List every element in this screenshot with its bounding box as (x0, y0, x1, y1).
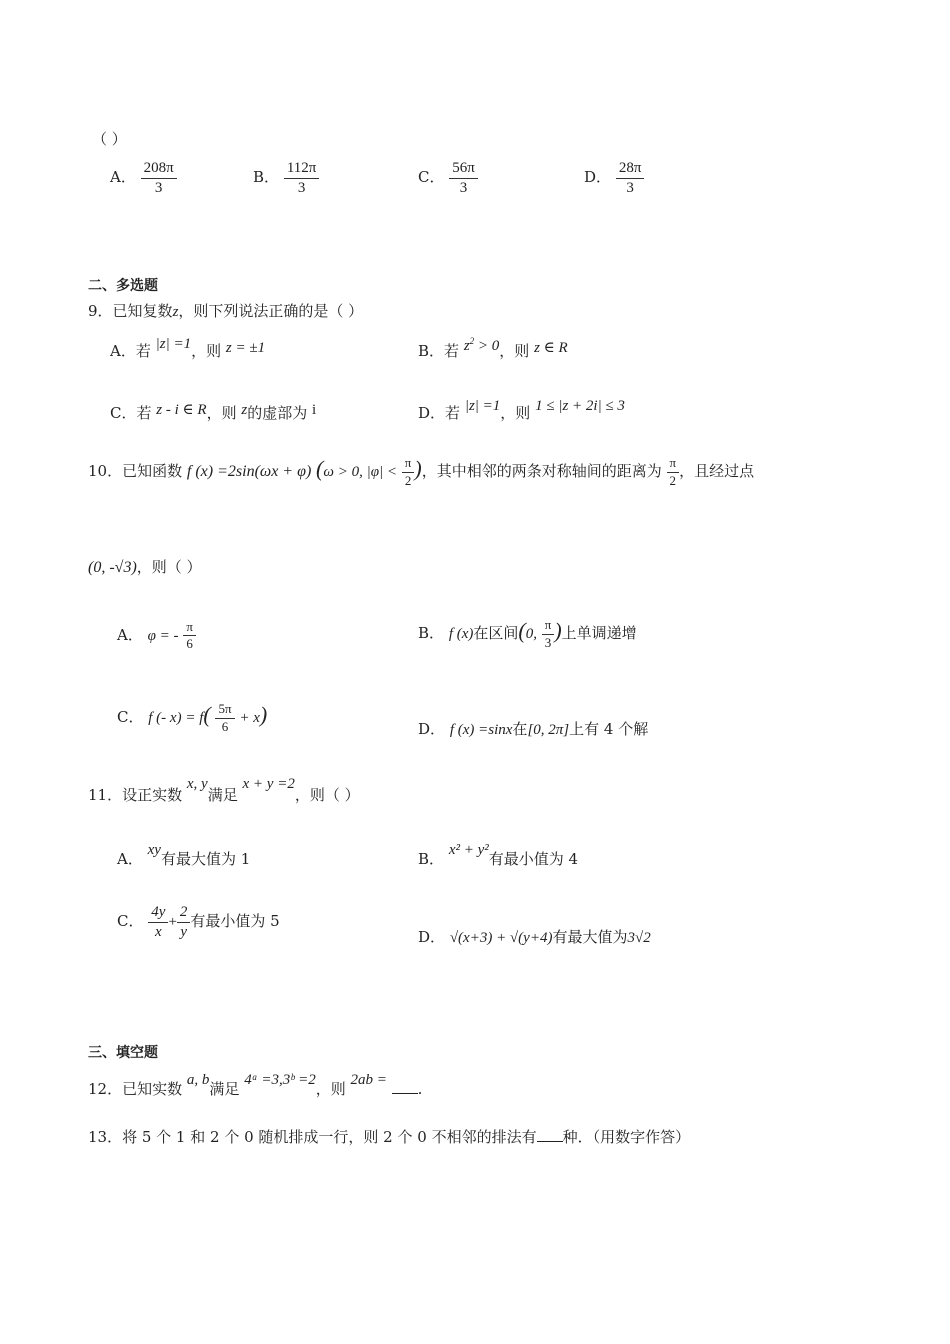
q9-option-a: A．若 |z| =1，则 z = ±1 (110, 336, 266, 360)
option-label: D． (584, 168, 612, 186)
answer-blank[interactable] (392, 1079, 418, 1094)
q11-stem: 11．设正实数 x, y满足 x + y =2，则（ ） (88, 776, 360, 804)
fraction: $\frac{5\pi}{6}$ (215, 702, 234, 734)
fraction: $\frac{\pi}{6}$ (183, 620, 196, 652)
q9-option-d: D．若 |z| =1，则 1 ≤ |z + 2i| ≤ 3 (418, 398, 625, 422)
q8-option-a (110, 160, 177, 196)
fraction: $\frac{28\pi}{3}$ (616, 160, 645, 196)
section-heading-fill: 三、填空题 (88, 1045, 158, 1061)
q13-stem: 13．将 5 个 1 和 2 个 0 随机排成一行，则 2 个 0 不相邻的排法有 种．（用数字作答） (88, 1128, 691, 1146)
fraction: $\frac{2}{y}$ (177, 904, 191, 940)
q8-option-b (253, 160, 319, 196)
q10-point: (0, -√3)，则（ ） (88, 558, 202, 576)
q11-option-a: A． xy有最大值为 1 (117, 842, 251, 868)
option-label: B． (253, 168, 280, 186)
section-heading-multi: 二、多选题 (88, 278, 158, 294)
q10-option-b: B． f (x)在区间(0, $\frac{\pi}{3}$ )上单调递增 (418, 617, 637, 650)
option-label: A． (110, 168, 136, 186)
q10-option-c: C． f (- x) = f( $\frac{5\pi}{6}$ + x) (117, 701, 268, 734)
fraction: $\frac{\pi}{3}$ (542, 618, 555, 650)
answer-blank[interactable] (537, 1127, 563, 1142)
fraction: $\frac{\pi}{2}$ (667, 456, 680, 488)
q11-option-b: B． x² + y²有最小值为 4 (418, 842, 579, 868)
q12-stem: 12．已知实数 a, b满足 4ᵃ =3,3ᵇ =2，则 2ab = . (88, 1072, 423, 1098)
q11-option-c: C． $\frac{4y}{x}$ + $\frac{2}{y}$ 有最小值为 5 (117, 904, 280, 940)
q8-option-d (584, 160, 644, 196)
q9-option-b: B．若 $z^2 > 0$，则 z ∈ R (418, 336, 568, 360)
q8-option-c (418, 160, 478, 196)
q11-option-d: D． √(x+3) + √(y+4)有最大值为3√2 (418, 928, 651, 946)
option-label: C． (418, 168, 445, 186)
fraction: $\frac{4y}{x}$ (148, 904, 168, 940)
fraction: $\frac{56\pi}{3}$ (449, 160, 478, 196)
q8-paren: （ ） (92, 130, 127, 148)
q10-option-d: D． f (x) =sinx在[0, 2π]上有 4 个解 (418, 720, 649, 738)
q10-option-a: A． φ = - $\frac{\pi}{6}$ (117, 620, 196, 652)
fraction: $\frac{208\pi}{3}$ (141, 160, 177, 196)
fraction: $\frac{112\pi}{3}$ (284, 160, 320, 196)
fraction: $\frac{\pi}{2}$ (402, 456, 415, 488)
q9-stem: 9．已知复数z，则下列说法正确的是（ ） (88, 302, 364, 320)
q9-option-c: C．若 z - i ∈ R，则 z的虚部为 i (110, 402, 317, 422)
q10-stem: 10．已知函数 f (x) =2sin(ωx + φ) (ω > 0, |φ| < $\frac{\pi}{2}$ )，其中相邻的两条对称轴间的距离为 $\frac{\pi}{2}$ ，且经过点 (88, 455, 755, 488)
